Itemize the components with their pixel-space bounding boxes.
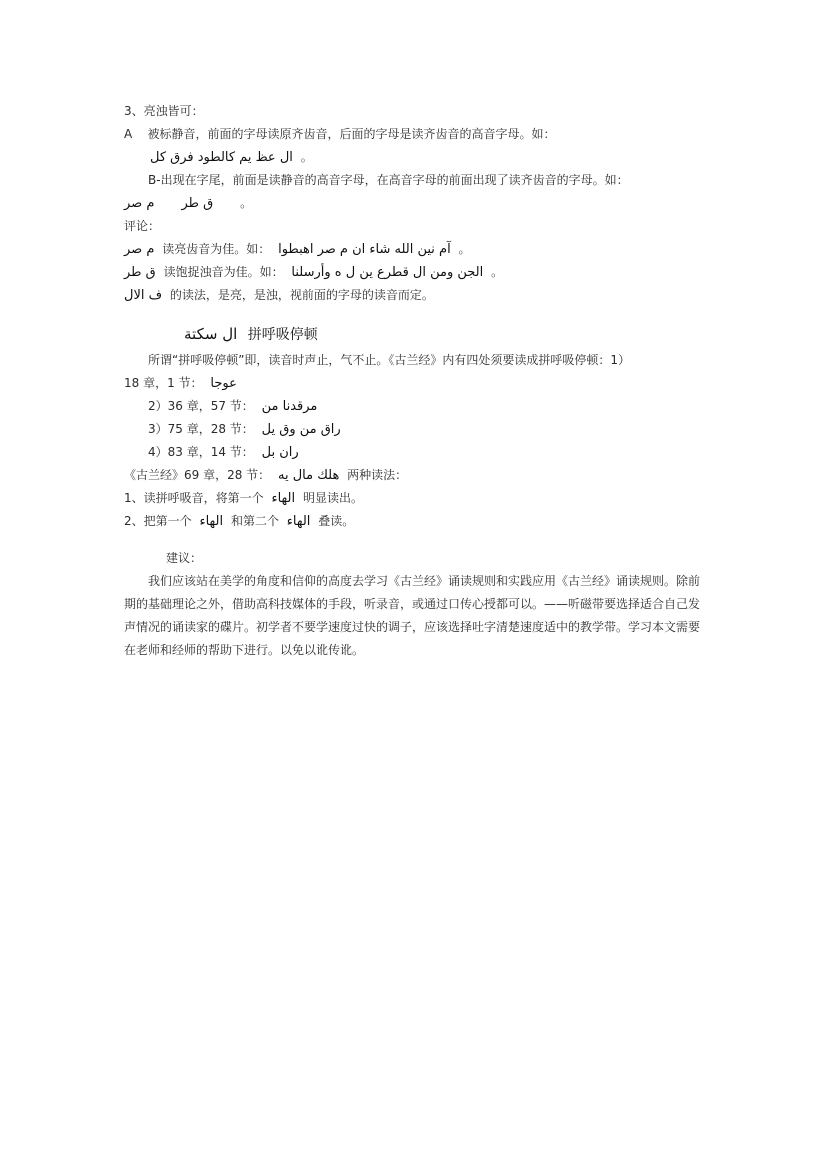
rule-a-example-arabic: ال عظ يم كالطود فرق كل	[150, 150, 293, 165]
comment-2-example: الجن ومن ال قطرع ين ل ه وأرسلنا	[291, 265, 484, 280]
suggestion-body: 我们应该站在美学的角度和信仰的高度去学习《古兰经》诵读规则和实践应用《古兰经》诵读规则。除前期的基础理论之外，借助高科技媒体的手段，听录音，或通过口传心授都可以。——听磁带要选择适合自己发声情况的诵读家的碟片。初学者不要学速度过快的调子，应该选择吐字清楚速度适中的教学带。学习本文需要在老师和经师的帮助下进行。以免以讹传讹。	[124, 574, 701, 657]
comment-3-key: ف الال	[124, 288, 163, 303]
comment-line-2	[124, 261, 704, 284]
method-1-arabic: الهاء	[271, 491, 296, 506]
comment-line-1	[124, 238, 704, 261]
pause-item-2-arabic: مرقدنا من	[261, 399, 318, 414]
section-spacer	[124, 533, 704, 547]
rule-a-example-end: 。	[300, 150, 313, 164]
comment-1-end: 。	[458, 242, 471, 256]
rule-a-example	[124, 146, 704, 169]
rule-b-example-arabic-2: ق طر	[181, 196, 214, 211]
special-verse-text: 两种读法：	[347, 468, 408, 482]
pause-item-4-arabic: ران بل	[261, 445, 299, 460]
method-1	[124, 487, 704, 510]
pause-item-4-ref: 4）83 章，14 节：	[148, 445, 254, 459]
comment-label: 评论：	[124, 219, 161, 233]
heading-text: 拼呼吸停顿	[247, 327, 318, 343]
comment-1-text: 读亮齿音为佳。如：	[162, 242, 271, 256]
pause-intro: 所谓“拼呼吸停顿”即，读音时声止，气不止。《古兰经》内有四处须要读成拼呼吸停顿：1）	[148, 353, 631, 367]
comment-line-3	[124, 284, 704, 307]
pause-item-3	[124, 418, 704, 441]
special-verse	[124, 464, 704, 487]
comment-1-example: آم نين الله شاء ان م صر اهبطوا	[278, 242, 451, 257]
rule-a-prefix: A	[124, 127, 133, 141]
rule-a-text: 被标静音，前面的字母读原齐齿音，后面的字母是读齐齿音的高音字母。如：	[147, 127, 556, 141]
section-heading-pause	[124, 319, 704, 349]
special-verse-ref: 《古兰经》69 章，28 节：	[124, 468, 271, 482]
heading-arabic: ال سكتة	[184, 325, 238, 343]
method-2-arabic-1: الهاء	[199, 514, 224, 529]
rule-a-line	[124, 123, 704, 146]
method-2	[124, 510, 704, 533]
special-verse-arabic: هلك مال يه	[278, 468, 340, 483]
method-1-suffix: 明显读出。	[302, 491, 363, 505]
comment-2-key: ق طر	[124, 265, 156, 280]
pause-item-3-ref: 3）75 章，28 节：	[148, 422, 254, 436]
rule-b-line: B-出现在字尾，前面是读静音的高音字母，在高音字母的前面出现了读齐齿音的字母。如：	[148, 173, 629, 187]
comment-2-text: 读饱捉浊音为佳。如：	[163, 265, 284, 279]
rule-b-example-end: 。	[240, 196, 253, 210]
pause-item-1-arabic: عوجا	[210, 376, 237, 391]
section-title-3: 3、亮浊皆可：	[124, 104, 204, 118]
method-2-middle: 和第二个	[230, 514, 279, 528]
comment-2-end: 。	[491, 265, 504, 279]
method-1-prefix: 1、读拼呼吸音，将第一个	[124, 491, 264, 505]
rule-b-example-arabic-1: م صر	[124, 196, 155, 211]
pause-item-1-ref: 18 章，1 节：	[124, 376, 203, 390]
pause-item-2-ref: 2）36 章，57 节：	[148, 399, 254, 413]
pause-item-3-arabic: راق من وق يل	[261, 422, 341, 437]
pause-item-2	[124, 395, 704, 418]
method-2-arabic-2: الهاء	[286, 514, 311, 529]
document-page	[124, 100, 704, 662]
pause-item-4	[124, 441, 704, 464]
suggestion-label: 建议：	[166, 551, 203, 565]
method-2-suffix: 叠读。	[318, 514, 355, 528]
method-2-prefix: 2、把第一个	[124, 514, 192, 528]
comment-1-key: م صر	[124, 242, 155, 257]
rule-b-example	[124, 192, 704, 215]
comment-3-text: 的读法，是亮，是浊，视前面的字母的读音而定。	[169, 288, 434, 302]
pause-item-1	[124, 372, 704, 395]
